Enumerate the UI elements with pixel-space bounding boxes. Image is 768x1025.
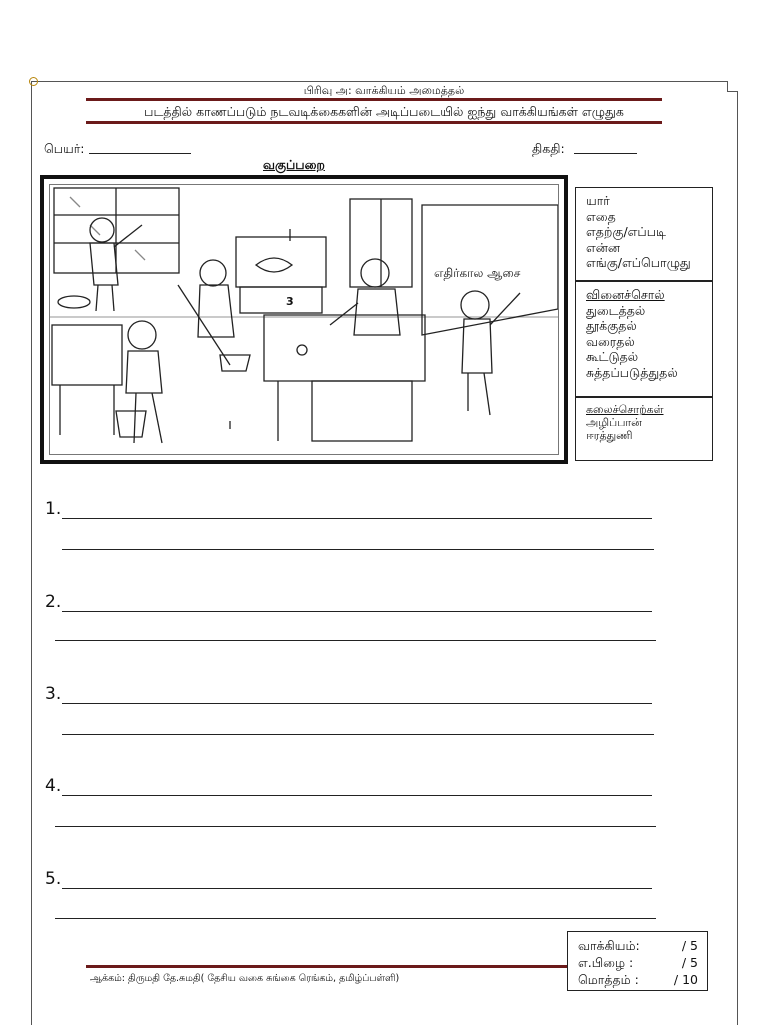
question-word: எதற்கு/எப்படி (586, 224, 666, 239)
noun-word: ஈரத்துணி (586, 429, 633, 442)
answer-line-2b[interactable] (55, 640, 656, 641)
classroom-illustration (50, 185, 558, 454)
verb-word: கூட்டுதல் (586, 349, 639, 364)
question-word: யார் (586, 193, 610, 208)
board-text: எதிர்கால ஆசை (434, 266, 521, 280)
name-field[interactable] (44, 141, 85, 158)
footer-rule (86, 965, 567, 968)
date-label: திகதி: (532, 141, 565, 156)
answer-line-4b[interactable] (55, 826, 656, 827)
score-row: மொத்தம் : / 10 (578, 972, 698, 987)
date-field[interactable] (532, 141, 565, 158)
picture-inner-frame (49, 184, 559, 455)
verb-word: வரைதல் (586, 333, 635, 349)
answer-line-3b[interactable] (62, 734, 654, 735)
answer-line-1b[interactable] (62, 549, 654, 550)
answer-line-2a[interactable] (62, 611, 652, 612)
section-title: பிரிவு அ: வாக்கியம் அமைத்தல் (303, 84, 465, 97)
score-row: எ.பிழை : / 5 (578, 955, 698, 970)
answer-line-3a[interactable] (62, 703, 652, 704)
question-words-box (575, 187, 713, 281)
question-word: எங்கு/எப்பொழுது (586, 255, 691, 270)
name-blank[interactable] (89, 153, 191, 154)
answer-number-5: 5. (45, 869, 62, 889)
footer-credit: ஆக்கம்: திருமதி தே.சுமதி( தேசிய வகை சுங்கை ரெங்கம், தமிழ்ப்பள்ளி) (90, 973, 400, 984)
answer-number-2: 2. (45, 592, 62, 612)
verb-word: தூக்குதல் (586, 318, 637, 333)
answer-line-4a[interactable] (62, 795, 652, 796)
header-rule-top (86, 98, 662, 101)
nouns-title: கலைச்சொற்கள் (586, 403, 664, 416)
classroom-picture (40, 175, 568, 464)
nouns-box (575, 397, 713, 461)
verb-word: துடைத்தல் (586, 302, 646, 318)
verb-word: சுத்தப்படுத்துதல் (586, 364, 678, 380)
answer-line-5b[interactable] (55, 918, 656, 919)
answer-number-1: 1. (45, 499, 62, 519)
answer-line-1a[interactable] (62, 518, 652, 519)
verbs-title: வினைச்சொல் (586, 287, 665, 302)
question-word: எதை (586, 208, 616, 224)
verbs-box (575, 281, 713, 397)
aquarium-number: 3 (286, 295, 294, 308)
answer-number-4: 4. (45, 776, 62, 796)
header-rule-bottom (86, 121, 662, 124)
noun-word: அழிப்பான் (586, 416, 642, 429)
instruction-text: படத்தில் காணப்படும் நடவடிக்கைகளின் அடிப்படையில் ஐந்து வாக்கியங்கள் எழுதுக (144, 104, 624, 119)
answer-number-3: 3. (45, 684, 62, 704)
date-blank[interactable] (574, 153, 637, 154)
name-label: பெயர்: (44, 141, 85, 156)
picture-caption: வகுப்பறை (263, 157, 325, 172)
score-row: வாக்கியம்: / 5 (578, 938, 698, 953)
answer-line-5a[interactable] (62, 888, 652, 889)
score-box (567, 931, 708, 991)
question-word: என்ன (586, 239, 620, 255)
